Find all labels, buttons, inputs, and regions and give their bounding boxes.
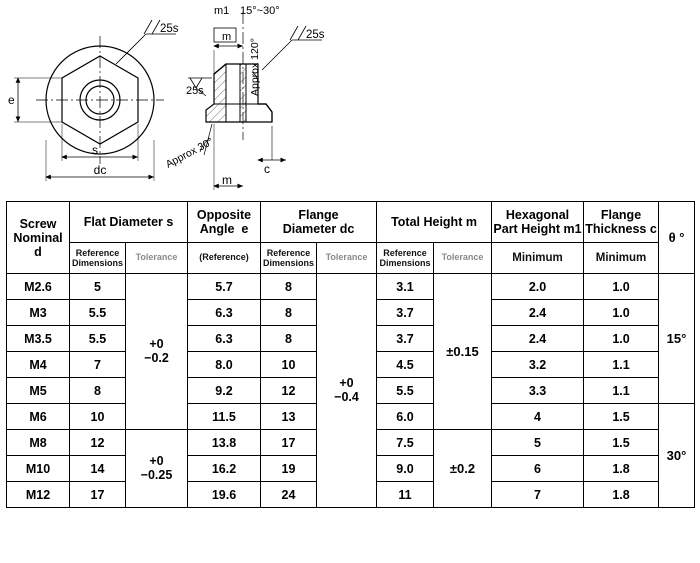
cell-d: M10 <box>7 456 70 482</box>
cell-s-tolerance-group-1 <box>126 274 188 430</box>
dc-tol-minus: −0.4 <box>334 389 359 404</box>
cell-m-tolerance-group-1: ±0.15 <box>434 274 492 430</box>
cell-e: 8.0 <box>188 352 261 378</box>
cell-m1: 4 <box>492 404 584 430</box>
cell-d: M3.5 <box>7 326 70 352</box>
cell-dc: 17 <box>261 430 317 456</box>
cell-m1: 2.4 <box>492 300 584 326</box>
specification-table-wrapper <box>6 201 694 508</box>
subheader-e-reference: (Reference) <box>188 243 261 274</box>
cell-dc: 10 <box>261 352 317 378</box>
cell-theta-group-1: 15° <box>659 274 695 404</box>
dc-tol-plus: +0 <box>339 376 354 391</box>
cell-c: 1.5 <box>584 404 659 430</box>
surface-25s-right-label: 25s <box>306 29 325 41</box>
cell-e: 6.3 <box>188 326 261 352</box>
subheader-dc-tolerance: Tolerance <box>317 243 377 274</box>
angle-approx-120-label: Approx 120° <box>249 38 261 96</box>
cell-s: 8 <box>70 378 126 404</box>
dim-m1-label: m1 <box>214 5 230 17</box>
cell-m: 5.5 <box>377 378 434 404</box>
cell-s: 17 <box>70 482 126 508</box>
cell-s: 5.5 <box>70 300 126 326</box>
cell-c: 1.1 <box>584 378 659 404</box>
cell-e: 19.6 <box>188 482 261 508</box>
header-flange-thickness: Flange Thickness c <box>584 202 659 243</box>
s-tol1-minus: −0.2 <box>144 350 169 365</box>
table-row <box>7 274 695 300</box>
cell-e: 5.7 <box>188 274 261 300</box>
cell-m1: 6 <box>492 456 584 482</box>
cell-s: 12 <box>70 430 126 456</box>
header-screw-nominal: Screw Nominal d <box>7 202 70 274</box>
cell-dc: 19 <box>261 456 317 482</box>
plan-view <box>36 36 164 164</box>
cell-s: 5 <box>70 274 126 300</box>
cell-e: 13.8 <box>188 430 261 456</box>
subheader-m-ref-dim: Reference Dimensions <box>377 243 434 274</box>
cell-d: M12 <box>7 482 70 508</box>
cell-c: 1.8 <box>584 482 659 508</box>
cell-e: 9.2 <box>188 378 261 404</box>
cell-m1: 7 <box>492 482 584 508</box>
engineering-drawing <box>0 0 700 200</box>
cell-s-tolerance-group-2 <box>126 430 188 508</box>
cell-m1: 3.3 <box>492 378 584 404</box>
s-tol1-plus: +0 <box>149 337 164 352</box>
header-theta: θ ° <box>659 202 695 274</box>
cell-m1: 2.0 <box>492 274 584 300</box>
cell-dc: 8 <box>261 300 317 326</box>
cell-d: M6 <box>7 404 70 430</box>
cell-dc-tolerance-group <box>317 274 377 508</box>
cell-m-tolerance-group-2: ±0.2 <box>434 430 492 508</box>
dim-m-top-label: m <box>222 31 232 43</box>
dim-m-bottom-label: m <box>222 173 232 187</box>
surface-25s-section-label: 25s <box>186 85 204 97</box>
specification-table <box>6 201 695 508</box>
cell-e: 6.3 <box>188 300 261 326</box>
section-view <box>206 12 272 140</box>
cell-s: 14 <box>70 456 126 482</box>
cell-m: 4.5 <box>377 352 434 378</box>
cell-d: M8 <box>7 430 70 456</box>
header-flat-diameter: Flat Diameter s <box>70 202 188 243</box>
cell-s: 10 <box>70 404 126 430</box>
drawing-svg <box>0 0 700 200</box>
table-body <box>7 274 695 508</box>
dim-c <box>258 126 286 160</box>
cell-d: M4 <box>7 352 70 378</box>
cell-m: 9.0 <box>377 456 434 482</box>
cell-m1: 2.4 <box>492 326 584 352</box>
surface-25s-left-label: 25s <box>160 23 179 35</box>
cell-dc: 13 <box>261 404 317 430</box>
table-head <box>7 202 695 274</box>
cell-s: 5.5 <box>70 326 126 352</box>
cell-c: 1.8 <box>584 456 659 482</box>
subheader-m-tolerance: Tolerance <box>434 243 492 274</box>
cell-s: 7 <box>70 352 126 378</box>
cell-m: 3.7 <box>377 300 434 326</box>
header-row-sub <box>7 243 695 274</box>
cell-m: 3.7 <box>377 326 434 352</box>
subheader-dc-ref-dim: Reference Dimensions <box>261 243 317 274</box>
cell-dc: 8 <box>261 274 317 300</box>
angle-approx-30-label: Approx 30° <box>163 135 216 171</box>
cell-m: 3.1 <box>377 274 434 300</box>
cell-m: 11 <box>377 482 434 508</box>
subheader-s-tolerance: Tolerance <box>126 243 188 274</box>
header-row-main <box>7 202 695 243</box>
s-tol2-plus: +0 <box>149 454 164 469</box>
cell-m: 7.5 <box>377 430 434 456</box>
cell-dc: 12 <box>261 378 317 404</box>
header-flange-diameter: Flange Diameter dc <box>261 202 377 243</box>
cell-c: 1.5 <box>584 430 659 456</box>
cell-m: 6.0 <box>377 404 434 430</box>
angle-range-label: 15°~30° <box>240 5 280 17</box>
cell-e: 16.2 <box>188 456 261 482</box>
subheader-m1-minimum: Minimum <box>492 243 584 274</box>
header-opposite-angle: Opposite Angle e <box>188 202 261 243</box>
cell-e: 11.5 <box>188 404 261 430</box>
dim-s-label: s <box>92 143 98 157</box>
cell-c: 1.0 <box>584 300 659 326</box>
cell-m1: 5 <box>492 430 584 456</box>
cell-c: 1.1 <box>584 352 659 378</box>
cell-theta-group-2: 30° <box>659 404 695 508</box>
cell-c: 1.0 <box>584 326 659 352</box>
dim-c-label: c <box>264 162 270 176</box>
dim-e-label: e <box>8 93 15 107</box>
header-total-height: Total Height m <box>377 202 492 243</box>
cell-dc: 8 <box>261 326 317 352</box>
cell-m1: 3.2 <box>492 352 584 378</box>
dim-dc-label: dc <box>93 163 107 177</box>
cell-dc: 24 <box>261 482 317 508</box>
cell-c: 1.0 <box>584 274 659 300</box>
subheader-s-ref-dim: Reference Dimensions <box>70 243 126 274</box>
cell-d: M3 <box>7 300 70 326</box>
cell-d: M2.6 <box>7 274 70 300</box>
subheader-c-minimum: Minimum <box>584 243 659 274</box>
cell-d: M5 <box>7 378 70 404</box>
header-hex-part-height: Hexagonal Part Height m1 <box>492 202 584 243</box>
s-tol2-minus: −0.25 <box>140 467 173 482</box>
